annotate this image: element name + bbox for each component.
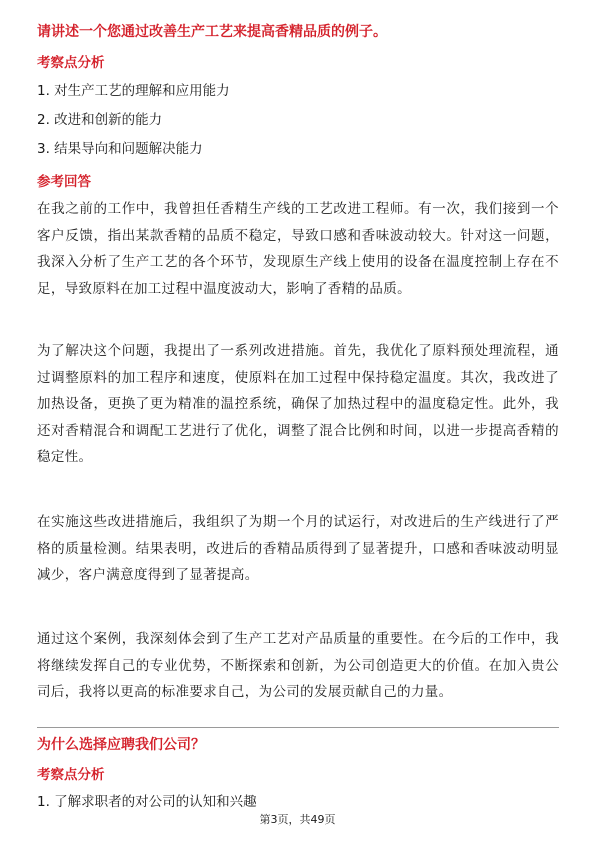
analysis-heading: 考察点分析 — [37, 55, 105, 71]
answer-paragraph: 在实施这些改进措施后，我组织了为期一个月的试运行，对改进后的生产线进行了严格的质量检测。结果表明，改进后的香精品质得到了显著提升，口感和香味波动明显减少，客户满意度得到了显著提高。 — [37, 514, 559, 583]
answer-paragraph: 通过这个案例，我深刻体会到了生产工艺对产品质量的重要性。在今后的工作中，我将继续发挥自己的专业优势，不断探索和创新，为公司创造更大的价值。在加入贵公司后，我将以更高的标准要求自己，为公司的发展贡献自己的力量。 — [37, 631, 559, 700]
analysis-point: 3. 结果导向和问题解决能力 — [37, 141, 203, 157]
analysis-point: 1. 对生产工艺的理解和应用能力 — [37, 83, 230, 99]
answer-paragraph: 在我之前的工作中，我曾担任香精生产线的工艺改进工程师。有一次，我们接到一个客户反馈，指出某款香精的品质不稳定，导致口感和香味波动较大。针对这一问题，我深入分析了生产工艺的各个环节，发现原生产线上使用的设备在温度控制上存在不足，导致原料在加工过程中温度波动大，影响了香精的品质。 — [37, 201, 559, 297]
analysis-point: 1. 了解求职者的对公司的认知和兴趣 — [37, 794, 257, 810]
analysis-heading: 考察点分析 — [37, 767, 105, 783]
page-number-footer: 第3页，共49页 — [259, 813, 336, 826]
section-divider — [37, 727, 559, 728]
question-title: 为什么选择应聘我们公司？ — [37, 737, 205, 753]
answer-heading: 参考回答 — [37, 174, 91, 190]
question-title: 请讲述一个您通过改善生产工艺来提高香精品质的例子。 — [37, 24, 387, 40]
answer-paragraph: 为了解决这个问题，我提出了一系列改进措施。首先，我优化了原料预处理流程，通过调整原料的加工程序和速度，使原料在加工过程中保持稳定温度。其次，我改进了加热设备，更换了更为精准的温控系统，确保了加热过程中的温度稳定性。此外，我还对香精混合和调配工艺进行了优化，调整了混合比例和时间，以进一步提高香精的稳定性。 — [37, 343, 559, 465]
analysis-point: 2. 改进和创新的能力 — [37, 112, 163, 128]
